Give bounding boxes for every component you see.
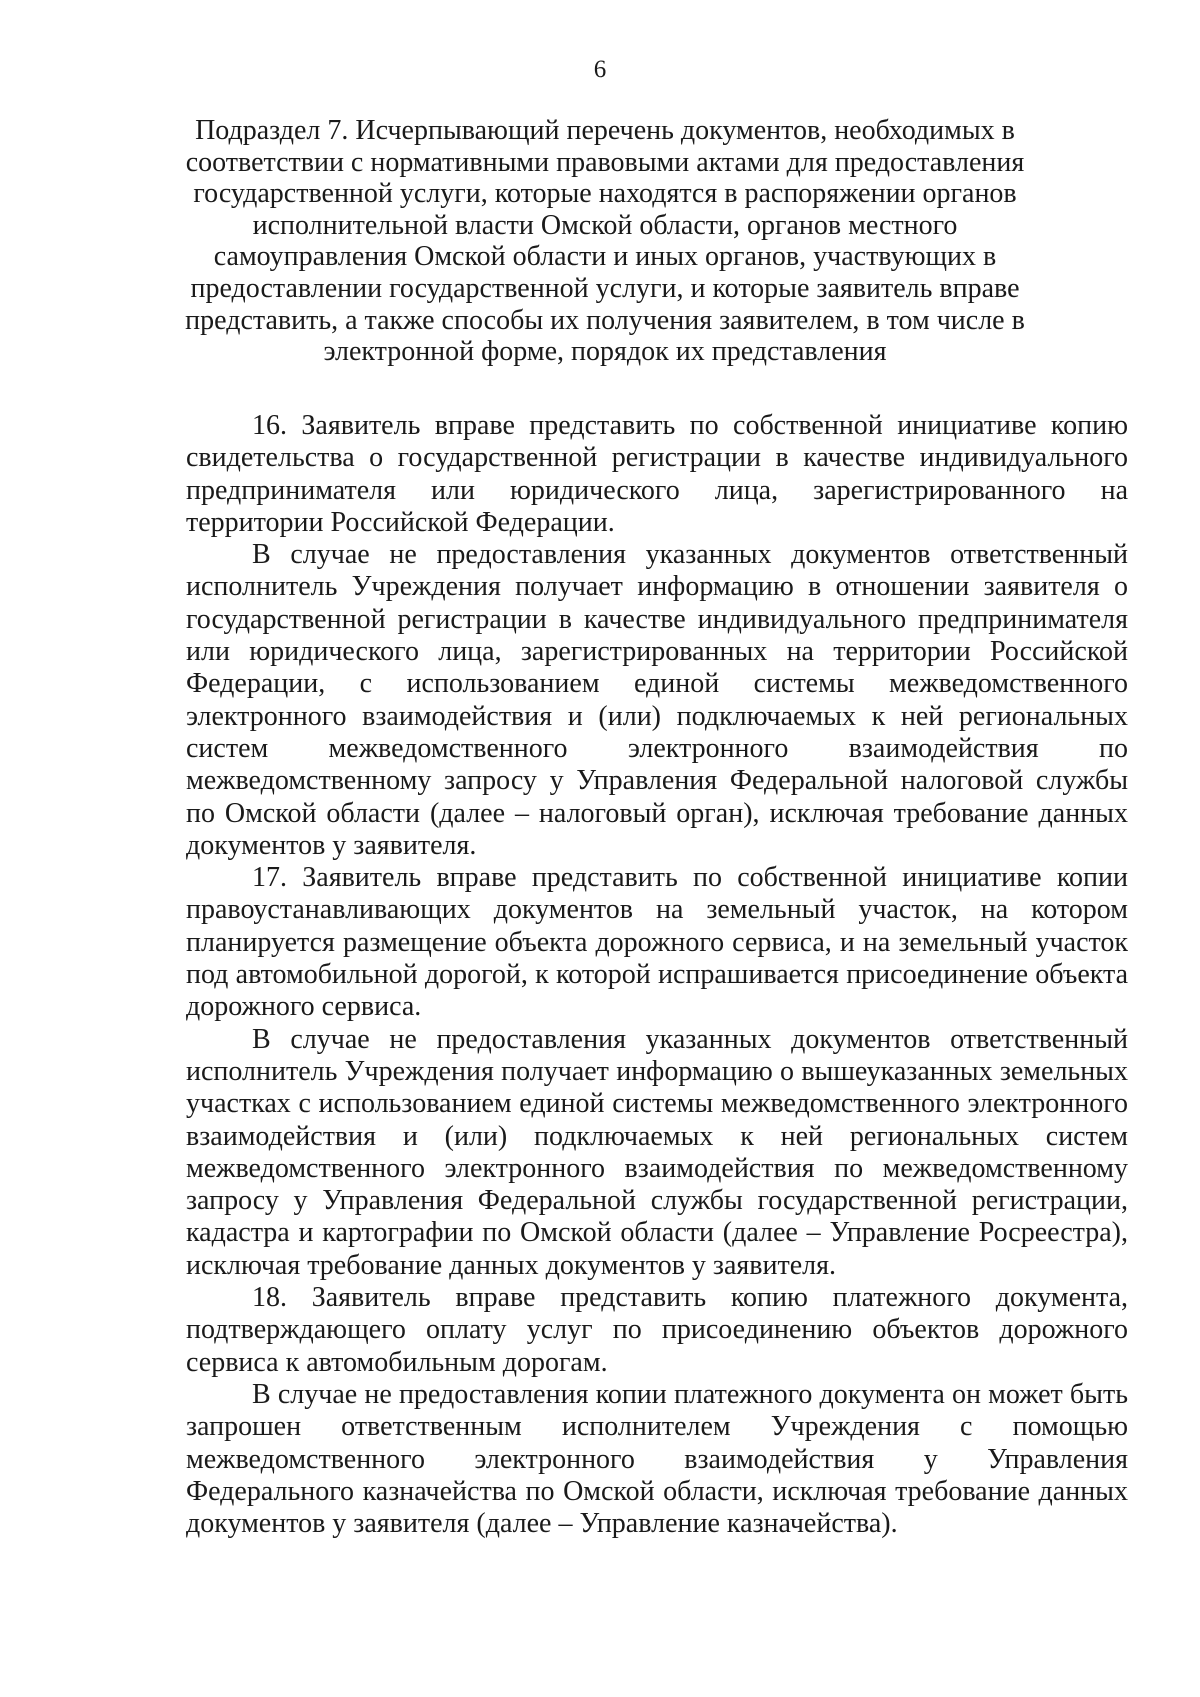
paragraph-18-note: В случае не предоставления копии платежного документа он может быть запрошен ответственным исполнителем Учреждения с помощью межведомственного электронного взаимодействия у Управления Федерального казначейства по Омской области, исключая требование данных документов у заявителя (далее – Управление казначейства).	[186, 1378, 1128, 1540]
paragraph-17-note: В случае не предоставления указанных документов ответственный исполнитель Учреждения получает информацию о вышеуказанных земельных участках с использованием единой системы межведомственного электронного взаимодействия и (или) подключаемых к ней региональных систем межведомственного электронного взаимодействия по межведомственному запросу у Управления Федеральной службы государственной регистрации, кадастра и картографии по Омской области (далее – Управление Росреестра), исключая требование данных документов у заявителя.	[186, 1023, 1128, 1281]
paragraph-16-note: В случае не предоставления указанных документов ответственный исполнитель Учреждения получает информацию в отношении заявителя о государственной регистрации в качестве индивидуального предпринимателя или юридического лица, зарегистрированных на территории Российской Федерации, с использованием единой системы межведомственного электронного взаимодействия и (или) подключаемых к ней региональных систем межведомственного электронного взаимодействия по межведомственному запросу у Управления Федеральной налоговой службы по Омской области (далее – налоговый орган), исключая требование данных документов у заявителя.	[186, 539, 1128, 861]
subsection-heading: Подраздел 7. Исчерпывающий перечень документов, необходимых в соответствии с нормативными правовыми актами для предоставления государственной услуги, которые находятся в распоряжении органов исполнительной власти Омской области, органов местного самоуправления Омской области и иных органов, участвующих в предоставлении государственной услуги, и которые заявитель вправе представить, а также способы их получения заявителем, в том числе в электронной форме, порядок их представления	[185, 115, 1025, 368]
page-number: 6	[593, 56, 607, 83]
paragraph-17: 17. Заявитель вправе представить по собственной инициативе копии правоустанавливающих документов на земельный участок, на котором планируется размещение объекта дорожного сервиса, и на земельный участок под автомобильной дорогой, к которой испрашивается присоединение объекта дорожного сервиса.	[186, 862, 1128, 1023]
paragraph-16: 16. Заявитель вправе представить по собственной инициативе копию свидетельства о государственной регистрации в качестве индивидуального предпринимателя или юридического лица, зарегистрированного на территории Российской Федерации.	[186, 410, 1128, 538]
body-text	[186, 410, 1128, 1540]
paragraph-18: 18. Заявитель вправе представить копию платежного документа, подтверждающего оплату услуг по присоединению объектов дорожного сервиса к автомобильным дорогам.	[186, 1282, 1128, 1378]
